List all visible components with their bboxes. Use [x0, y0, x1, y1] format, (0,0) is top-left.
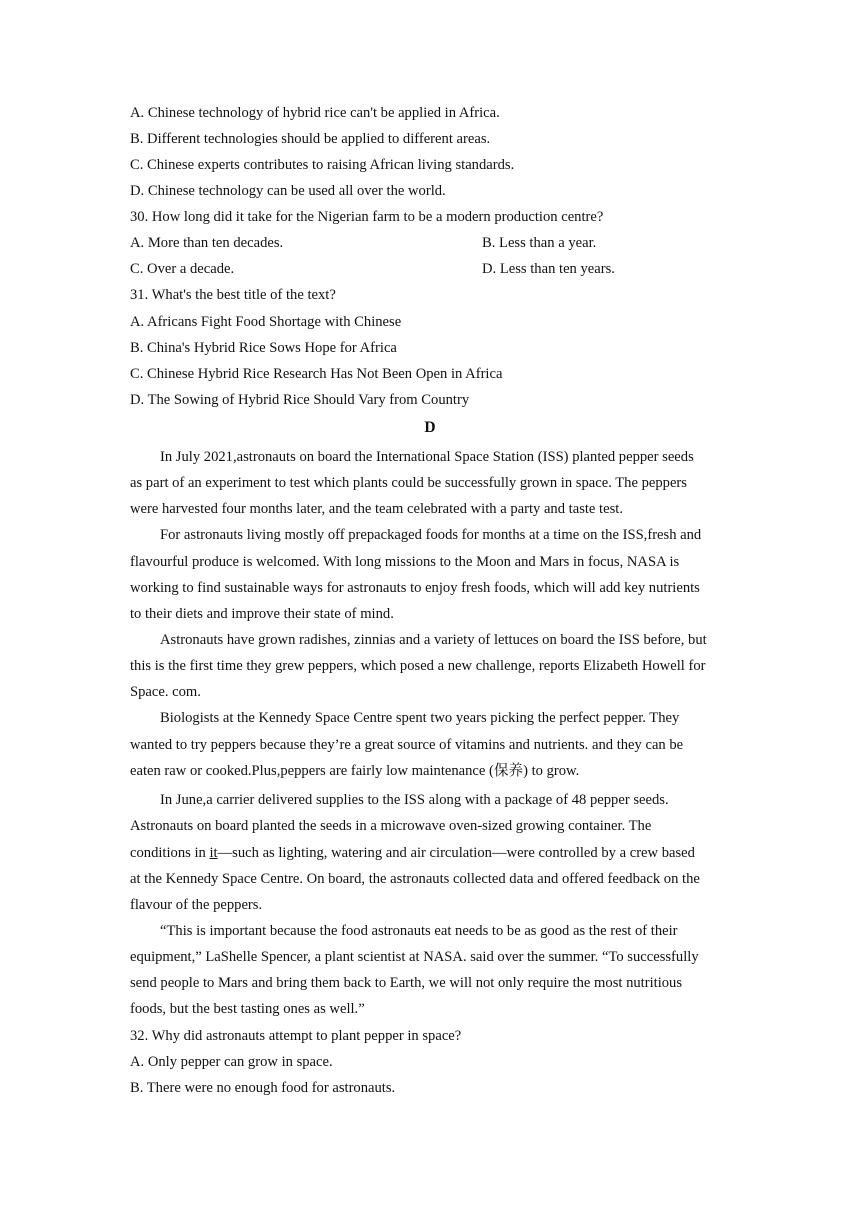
passage-line: In July 2021,astronauts on board the International Space Station (ISS) planted pepper seeds: [160, 449, 694, 465]
passage-line: were harvested four months later, and the team celebrated with a party and taste test.: [130, 501, 623, 517]
underlined-word: it: [209, 845, 218, 861]
q31-option-b: B. China's Hybrid Rice Sows Hope for Africa: [130, 340, 397, 356]
passage-line: In June,a carrier delivered supplies to the ISS along with a package of 48 pepper seeds.: [160, 792, 669, 808]
passage-line: at the Kennedy Space Centre. On board, the astronauts collected data and offered feedback on the: [130, 871, 700, 887]
passage-line: Astronauts on board planted the seeds in a microwave oven-sized growing container. The: [130, 818, 652, 834]
passage-line: wanted to try peppers because they’re a great source of vitamins and nutrients. and they can be: [130, 737, 684, 753]
passage-line: Biologists at the Kennedy Space Centre spent two years picking the perfect pepper. They: [160, 710, 680, 726]
passage-line: equipment,” LaShelle Spencer, a plant scientist at NASA. said over the summer. “To successfully: [130, 949, 699, 965]
q29-option-a: A. Chinese technology of hybrid rice can't be applied in Africa.: [130, 105, 500, 121]
passage-line: as part of an experiment to test which plants could be successfully grown in space. The peppers: [130, 475, 687, 491]
q30-option-a: A. More than ten decades.: [130, 235, 284, 251]
passage-line: flavour of the peppers.: [130, 897, 263, 913]
q31-option-d: D. The Sowing of Hybrid Rice Should Vary from Country: [130, 392, 470, 408]
section-heading: D: [424, 419, 436, 436]
q29-option-c: C. Chinese experts contributes to raising African living standards.: [130, 157, 515, 173]
q30-option-d: D. Less than ten years.: [482, 261, 615, 277]
passage-line: Astronauts have grown radishes, zinnias and a variety of lettuces on board the ISS before, but: [160, 632, 707, 648]
q32-question: 32. Why did astronauts attempt to plant pepper in space?: [130, 1028, 462, 1044]
passage-line: eaten raw or cooked.Plus,peppers are fairly low maintenance (保养) to grow.: [130, 763, 580, 779]
passage-line: “This is important because the food astronauts eat needs to be as good as the rest of their: [160, 923, 678, 939]
passage-line: foods, but the best tasting ones as well.”: [130, 1001, 365, 1017]
q32-option-b: B. There were no enough food for astronauts.: [130, 1080, 396, 1096]
passage-line: Space. com.: [130, 684, 201, 700]
passage-line: this is the first time they grew peppers, which posed a new challenge, reports Elizabeth Howell for: [130, 658, 706, 674]
q30-option-b: B. Less than a year.: [482, 235, 597, 251]
passage-line: flavourful produce is welcomed. With long missions to the Moon and Mars in focus, NASA is: [130, 554, 680, 570]
passage-text: —such as lighting, watering and air circulation—were controlled by a crew based: [217, 845, 695, 861]
q30-option-c: C. Over a decade.: [130, 261, 235, 277]
q31-option-a: A. Africans Fight Food Shortage with Chinese: [130, 314, 402, 330]
passage-text: conditions in: [130, 845, 210, 861]
passage-line: For astronauts living mostly off prepackaged foods for months at a time on the ISS,fresh and: [160, 527, 702, 543]
q31-question: 31. What's the best title of the text?: [130, 287, 336, 303]
q30-question: 30. How long did it take for the Nigerian farm to be a modern production centre?: [130, 209, 604, 225]
passage-line: to their diets and improve their state of mind.: [130, 606, 394, 622]
q29-option-b: B. Different technologies should be applied to different areas.: [130, 131, 491, 147]
q29-option-d: D. Chinese technology can be used all over the world.: [130, 183, 446, 199]
q31-option-c: C. Chinese Hybrid Rice Research Has Not Been Open in Africa: [130, 366, 503, 382]
passage-line: working to find sustainable ways for astronauts to enjoy fresh foods, which will add key nutrients: [130, 580, 700, 596]
passage-line: send people to Mars and bring them back to Earth, we will not only require the most nutritious: [130, 975, 683, 991]
passage-line: [130, 844, 695, 862]
q32-option-a: A. Only pepper can grow in space.: [130, 1054, 333, 1070]
